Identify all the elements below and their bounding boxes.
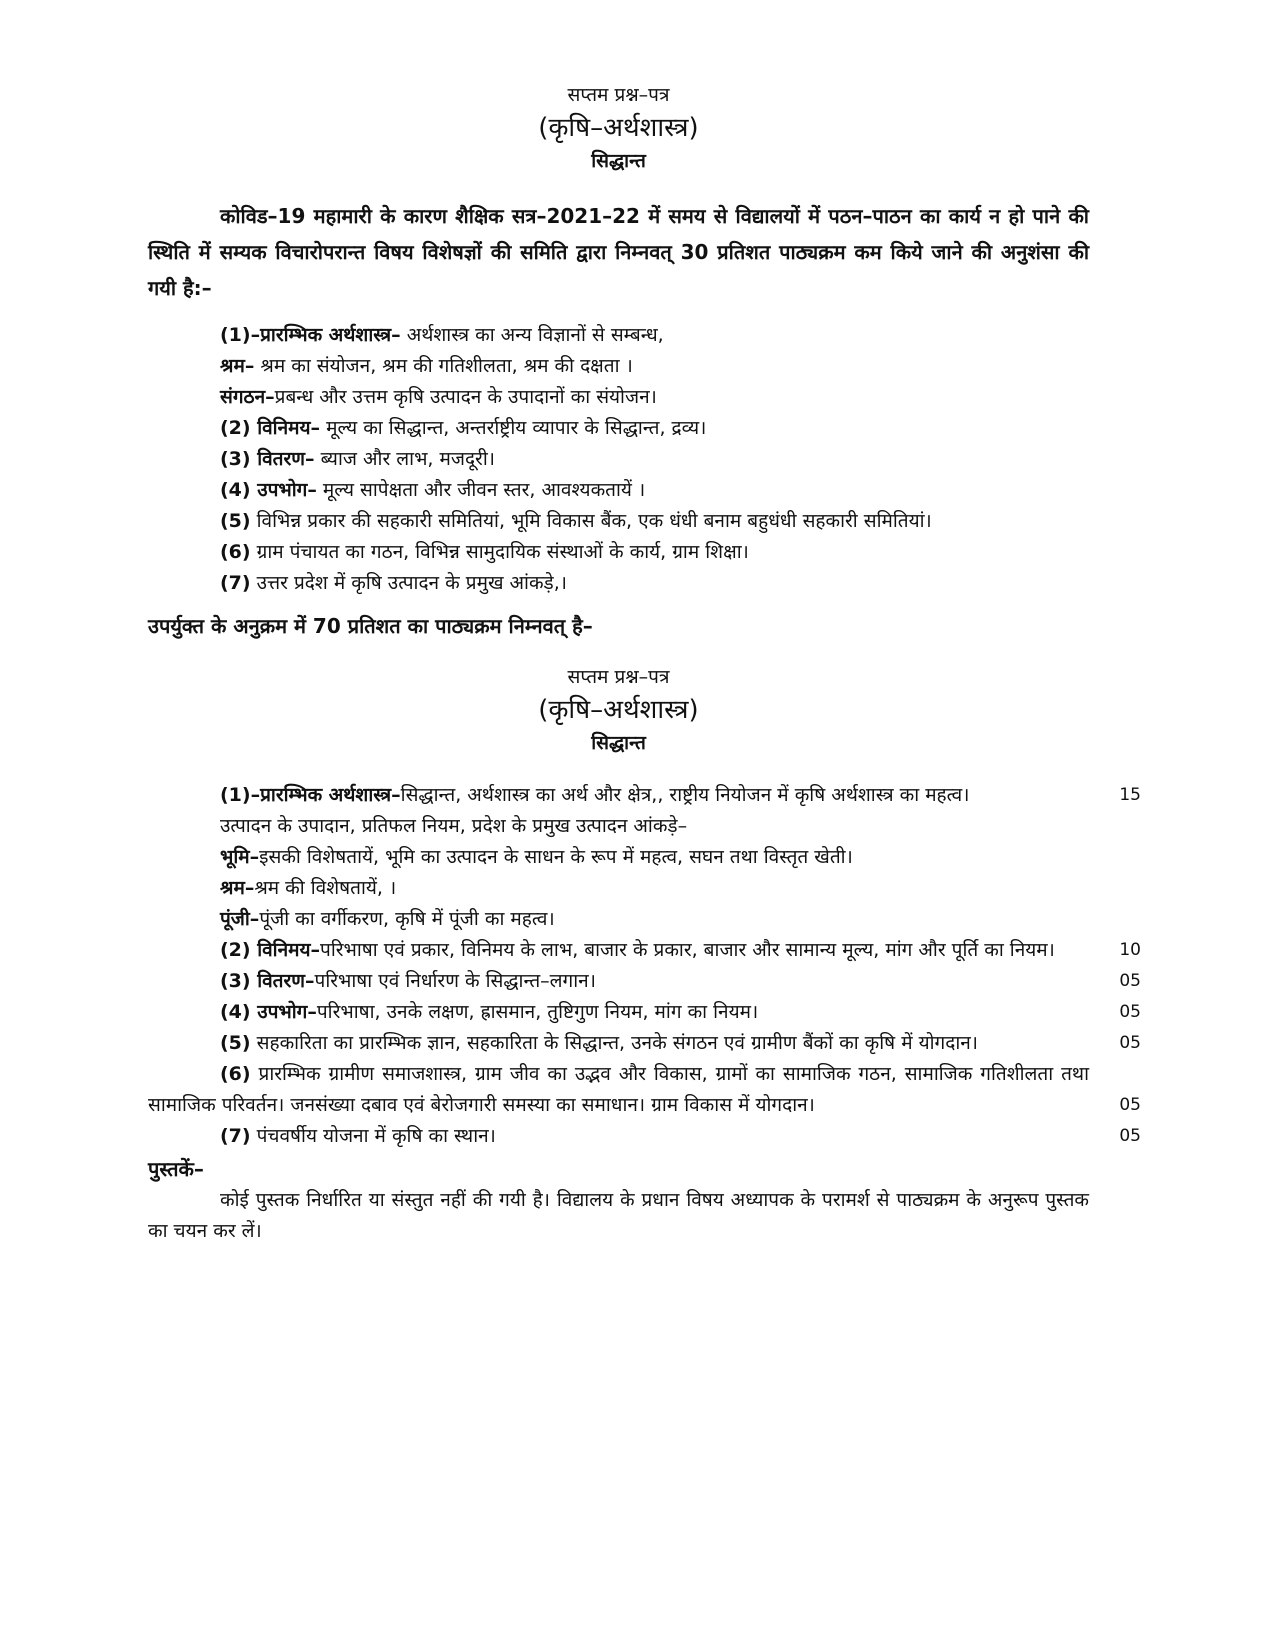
reduced-item: (4) उपभोग– मूल्य सापेक्षता और जीवन स्तर, आवश्यकतायें । <box>220 479 646 501</box>
marks: 05 <box>1119 971 1141 991</box>
marks: 05 <box>1119 1126 1141 1146</box>
syllabus-item: उत्पादन के उपादान, प्रतिफल नियम, प्रदेश के प्रमुख उत्पादन आंकड़े– <box>220 815 688 837</box>
syllabus-item: (6) प्रारम्भिक ग्रामीण समाजशास्त्र, ग्राम जीव का उद्भव और विकास, ग्रामों का सामाजिक गठन, सामाजिक गतिशीलता तथा सामाजिक परिवर्तन। जनसंख्या दबाव एवं बेरोजगारी समस्या का समाधान। ग्राम विकास में योगदान। 05 <box>148 1059 1089 1121</box>
reduced-item: (2) विनिमय– मूल्य का सिद्धान्त, अन्तर्राष्ट्रीय व्यापार के सिद्धान्त, द्रव्य। <box>220 417 707 439</box>
seventy-percent-lead: उपर्युक्त के अनुक्रम में 70 प्रतिशत का पाठ्यक्रम निम्नवत् है– <box>148 614 593 638</box>
marks: 05 <box>1119 1002 1141 1022</box>
subject-title: (कृषि–अर्थशास्त्र) <box>538 113 699 143</box>
marks: 05 <box>1119 1033 1141 1053</box>
syllabus-item: (2) विनिमय–परिभाषा एवं प्रकार, विनिमय के लाभ, बाजार के प्रकार, बाजार और सामान्य मूल्य, मांग और पूर्ति का नियम। 10 <box>148 935 1089 966</box>
marks: 05 <box>1119 1095 1141 1115</box>
syllabus-section-heading <box>148 662 1089 758</box>
reduced-item: संगठन–प्रबन्ध और उत्तम कृषि उत्पादन के उपादानों का संयोजन। <box>220 386 657 408</box>
reduced-item: श्रम– श्रम का संयोजन, श्रम की गतिशीलता, श्रम की दक्षता । <box>220 355 633 377</box>
section-type: सिद्धान्त <box>591 150 646 172</box>
reduced-item: (6) ग्राम पंचायत का गठन, विभिन्न सामुदायिक संस्थाओं के कार्य, ग्राम शिक्षा। <box>220 541 749 563</box>
syllabus-item: भूमि–इसकी विशेषतायें, भूमि का उत्पादन के साधन के रूप में महत्व, सघन तथा विस्तृत खेती। <box>220 846 853 868</box>
section-type: सिद्धान्त <box>591 732 646 754</box>
syllabus-item: (4) उपभोग–परिभाषा, उनके लक्षण, ह्रासमान, तुष्टिगुण नियम, मांग का नियम। 05 <box>148 997 1089 1028</box>
paper-number: सप्तम प्रश्न–पत्र <box>567 84 670 106</box>
intro-paragraph: कोविड–19 महामारी के कारण शैक्षिक सत्र–2021–22 में समय से विद्यालयों में पठन–पाठन का कार्य न हो पाने की स्थिति में सम्यक विचारोपरान्त विषय विशेषज्ञों की समिति द्वारा निम्नवत् 30 प्रतिशत पाठ्यक्रम कम किये जाने की अनुशंसा की गयी है:– <box>148 204 1089 300</box>
books-heading: पुस्तकें– <box>148 1157 204 1181</box>
paper-number: सप्तम प्रश्न–पत्र <box>567 666 670 688</box>
books-text: कोई पुस्तक निर्धारित या संस्तुत नहीं की गयी है। विद्यालय के प्रधान विषय अध्यापक के परामर्श से पाठ्यक्रम के अनुरूप पुस्तक का चयन कर लें। <box>148 1189 1089 1242</box>
syllabus-item: (7) पंचवर्षीय योजना में कृषि का स्थान। 05 <box>148 1121 1089 1152</box>
syllabus-item: पूंजी–पूंजी का वर्गीकरण, कृषि में पूंजी का महत्व। <box>220 908 555 930</box>
reduced-item: (7) उत्तर प्रदेश में कृषि उत्पादन के प्रमुख आंकड़े,। <box>220 572 567 594</box>
syllabus-list <box>148 780 1141 1152</box>
syllabus-item: श्रम–श्रम की विशेषतायें, । <box>220 877 397 899</box>
marks: 10 <box>1119 940 1141 960</box>
syllabus-item: (3) वितरण–परिभाषा एवं निर्धारण के सिद्धान्त–लगान। 05 <box>148 966 1089 997</box>
reduced-section-heading <box>148 80 1089 176</box>
reduced-topics-list <box>148 320 1089 599</box>
reduced-item: (5) विभिन्न प्रकार की सहकारी समितियां, भूमि विकास बैंक, एक धंधी बनाम बहुधंधी सहकारी समितियां। <box>220 510 932 532</box>
syllabus-item: (5) सहकारिता का प्रारम्भिक ज्ञान, सहकारिता के सिद्धान्त, उनके संगठन एवं ग्रामीण बैंकों का कृषि में योगदान। 05 <box>148 1028 1089 1059</box>
reduced-item: (1)–प्रारम्भिक अर्थशास्त्र– अर्थशास्त्र का अन्य विज्ञानों से सम्बन्ध, <box>220 324 664 346</box>
subject-title: (कृषि–अर्थशास्त्र) <box>538 695 699 725</box>
reduced-item: (3) वितरण– ब्याज और लाभ, मजदूरी। <box>220 448 495 470</box>
syllabus-item: (1)–प्रारम्भिक अर्थशास्त्र–सिद्धान्त, अर्थशास्त्र का अर्थ और क्षेत्र,, राष्ट्रीय नियोजन में कृषि अर्थशास्त्र का महत्व। 15 <box>148 780 1089 811</box>
marks: 15 <box>1119 785 1141 805</box>
